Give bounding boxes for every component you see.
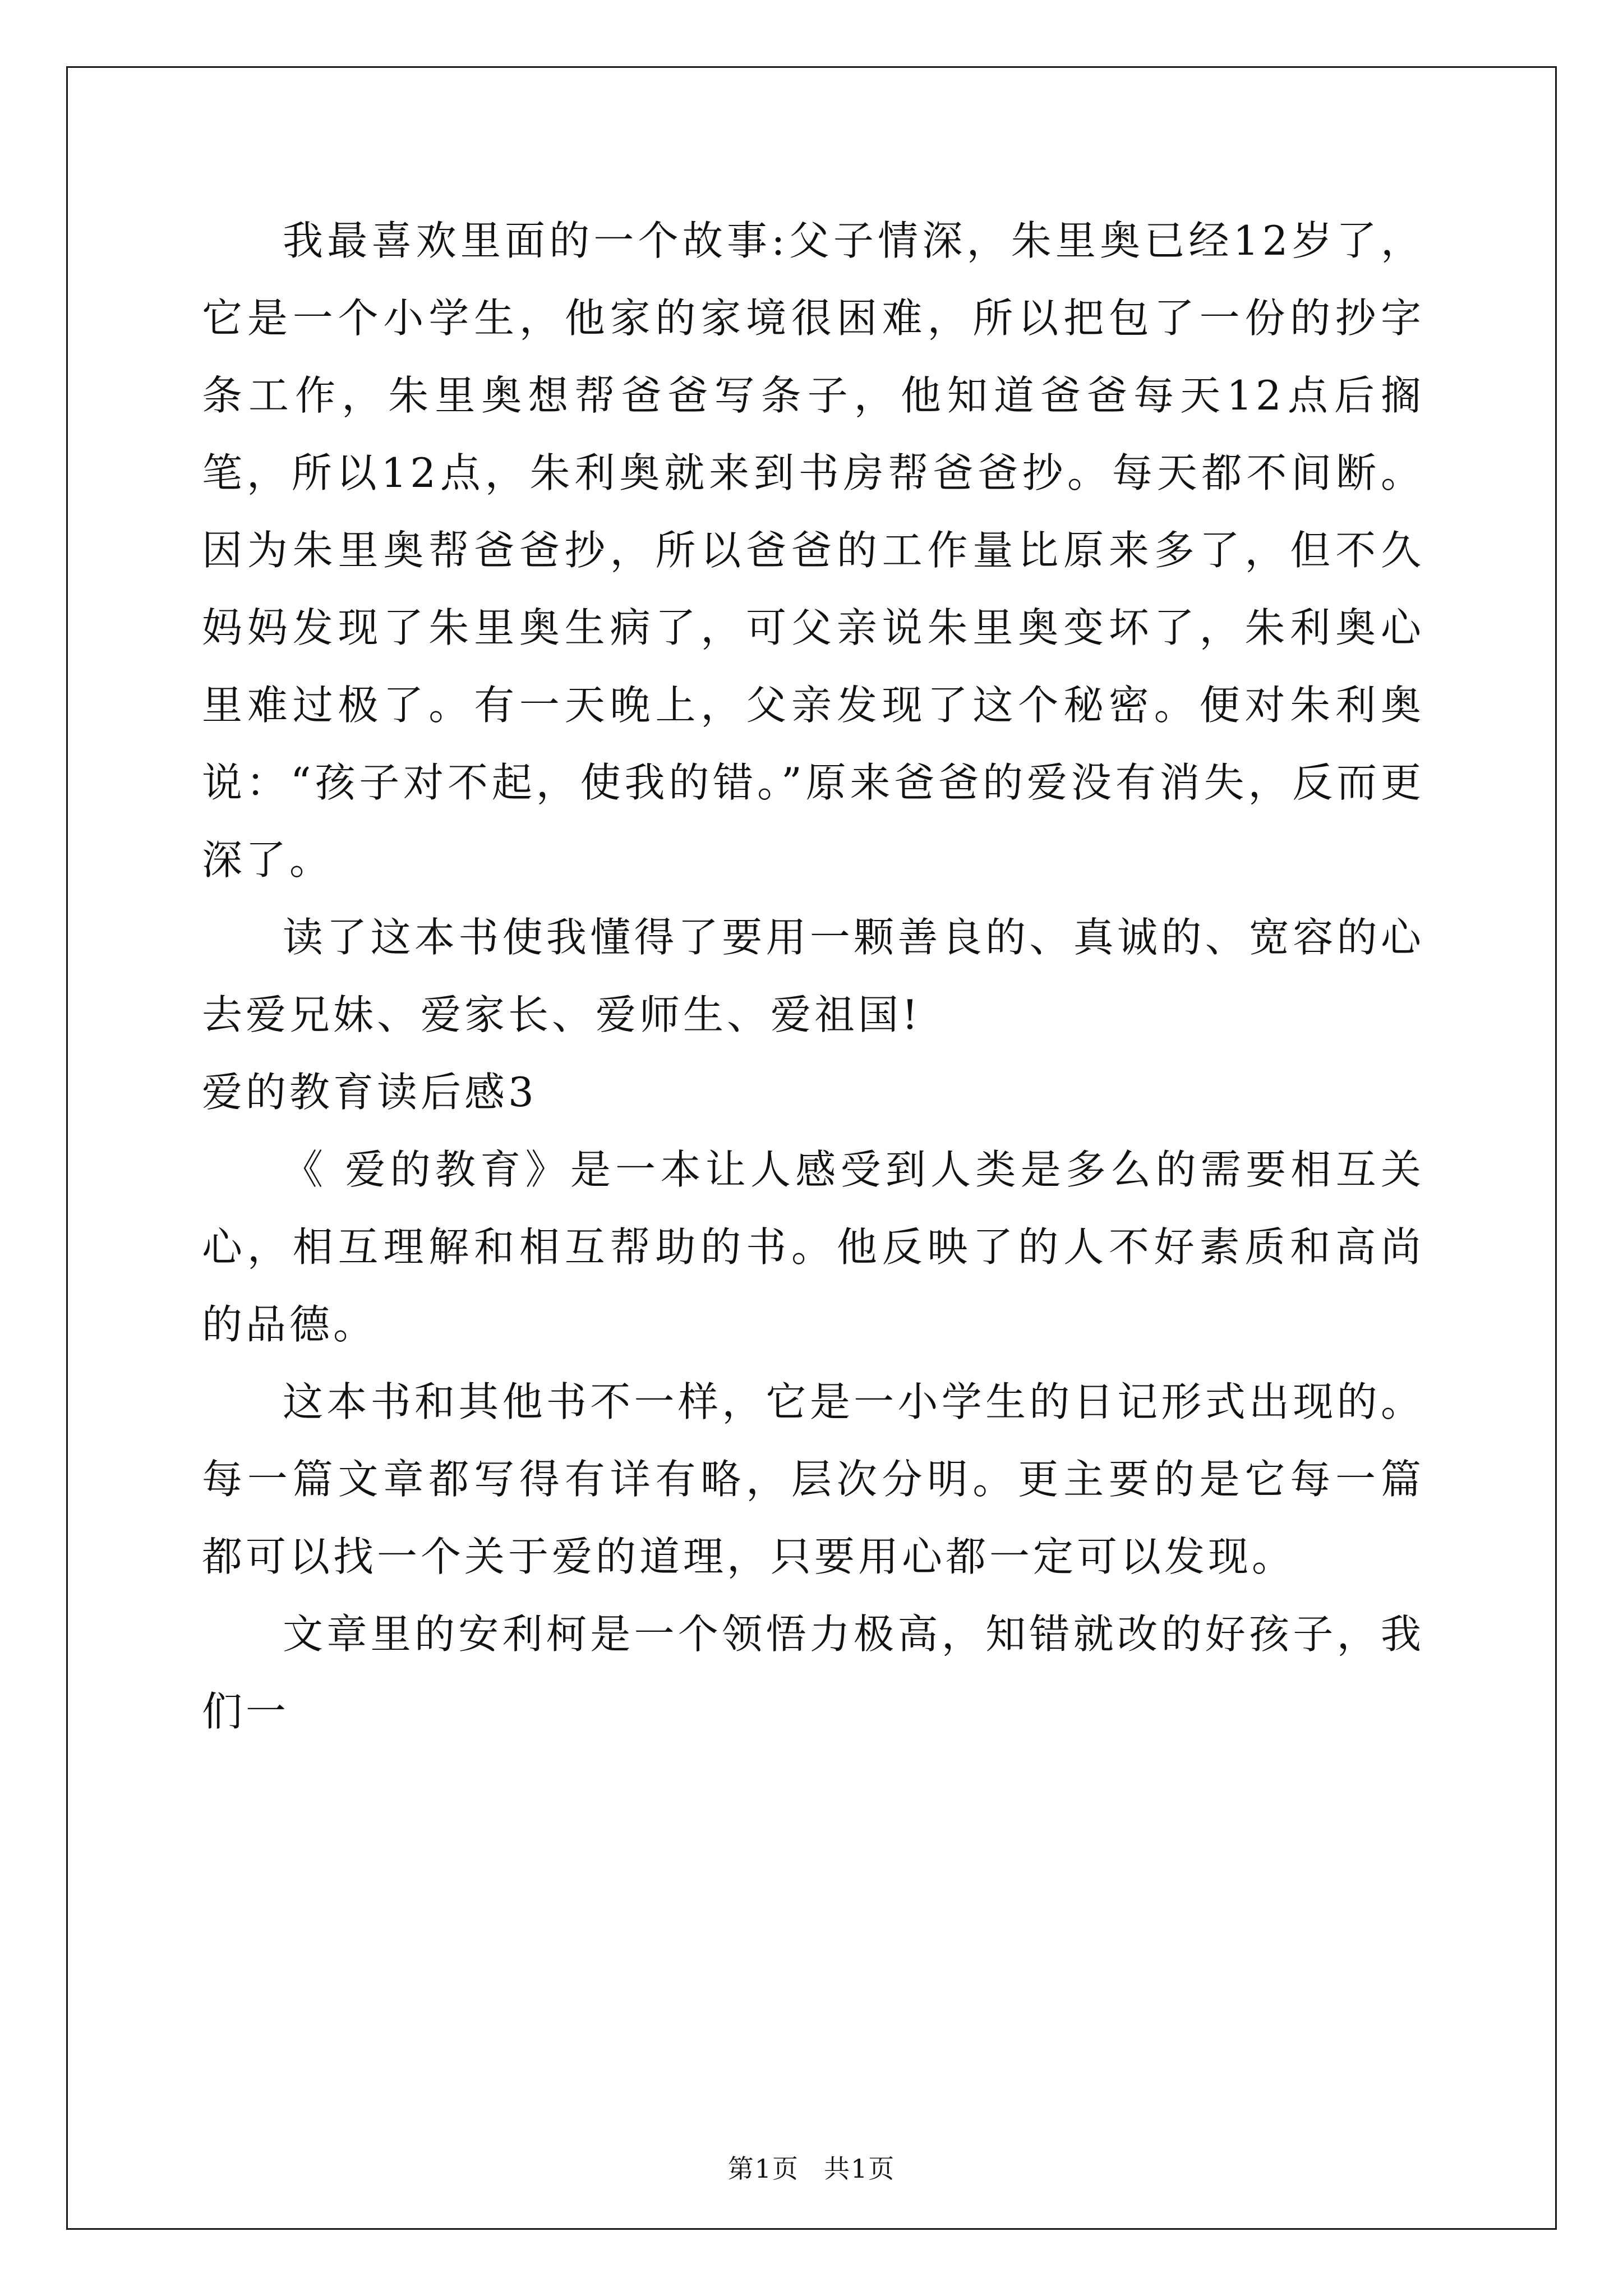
paragraph-lesson: 读了这本书使我懂得了要用一颗善良的、真诚的、宽容的心去爱兄妹、爱家长、爱师生、爱祖国! bbox=[202, 914, 1424, 1038]
paragraph-character: 文章里的安利柯是一个领悟力极高，知错就改的好孩子，我们一 bbox=[202, 1611, 1424, 1735]
paragraph-story: 我最喜欢里面的一个故事:父子情深，朱里奥已经12岁了，它是一个小学生，他家的家境很困难，所以把包了一份的抄字条工作，朱里奥想帮爸爸写条子，他知道爸爸每天12点后搁笔，所以12点，朱利奥就来到书房帮爸爸抄。每天都不间断。因为朱里奥帮爸爸抄，所以爸爸的工作量比原来多了，但不久妈妈发现了朱里奥生病了，可父亲说朱里奥变坏了，朱利奥心里难过极了。有一天晚上，父亲发现了这个秘密。便对朱利奥说：“孩子对不起，使我的错。”原来爸爸的爱没有消失，反而更深了。 bbox=[202, 217, 1424, 884]
section-heading: 爱的教育读后感3 bbox=[202, 1069, 537, 1116]
page-number-current: 第1页 bbox=[727, 2154, 799, 2184]
page-footer bbox=[0, 2152, 1623, 2185]
document-body bbox=[202, 202, 1424, 1750]
paragraph-intro: 《 爱的教育》是一本让人感受到人类是多么的需要相互关心，相互理解和相互帮助的书。他反映了的人不好素质和高尚的品德。 bbox=[202, 1146, 1424, 1348]
page-number-total: 共1页 bbox=[824, 2154, 896, 2184]
paragraph-structure: 这本书和其他书不一样，它是一小学生的日记形式出现的。每一篇文章都写得有详有略，层次分明。更主要的是它每一篇都可以找一个关于爱的道理，只要用心都一定可以发现。 bbox=[202, 1378, 1424, 1580]
